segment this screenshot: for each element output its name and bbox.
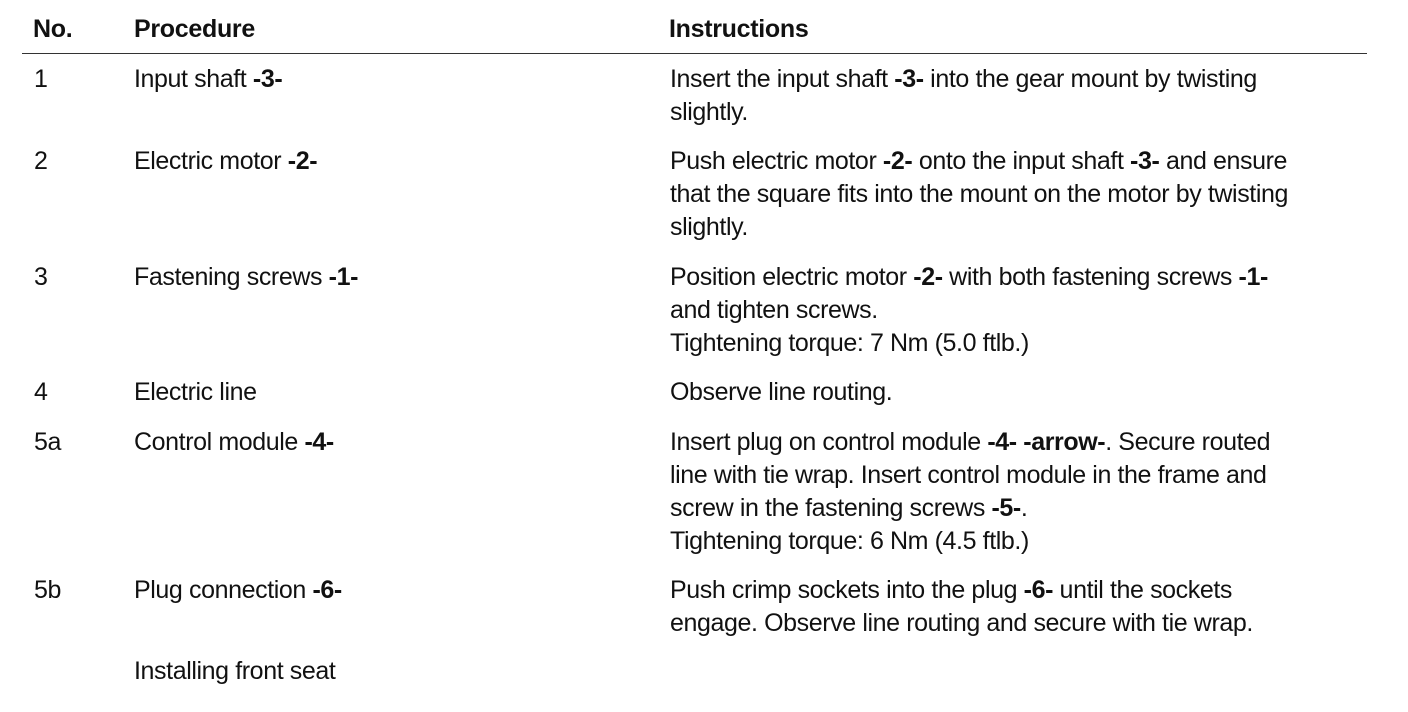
instruction-text: and ensure (1159, 147, 1288, 175)
instruction-text: slightly. (670, 213, 748, 241)
instruction-text: line with tie wrap. Insert control module in the frame and (670, 461, 1267, 489)
instruction-text: Tightening torque: 6 Nm (4.5 ftlb.) (670, 527, 1029, 555)
header-procedure: Procedure (134, 15, 255, 43)
procedure-ref: -2- (287, 147, 318, 175)
instruction-text: until the sockets (1053, 576, 1233, 604)
row-2-instructions (670, 145, 1288, 244)
row-5a-no: 5a (34, 428, 62, 456)
row-4-procedure (134, 376, 257, 409)
instruction-text: Insert the input shaft (670, 65, 895, 93)
row-4-no: 4 (34, 378, 48, 406)
instruction-line (670, 376, 892, 409)
instruction-line (670, 459, 1270, 492)
instruction-text: slightly. (670, 98, 748, 126)
instruction-line (670, 574, 1253, 607)
instruction-text: Push crimp sockets into the plug (670, 576, 1024, 604)
instruction-text: Position electric motor (670, 263, 914, 291)
header-instructions: Instructions (669, 15, 809, 43)
instruction-ref: -5- (991, 494, 1021, 522)
instruction-ref: -2- (882, 147, 913, 175)
row-4-instructions (670, 376, 892, 409)
procedure-ref: -6- (312, 576, 342, 604)
row-5a-instructions (670, 426, 1270, 558)
header-no: No. (33, 15, 73, 43)
instruction-line (670, 261, 1268, 294)
instruction-line (670, 178, 1288, 211)
footer-procedure: Installing front seat (134, 657, 336, 685)
instruction-line (670, 294, 1268, 327)
instruction-text: onto the input shaft (912, 147, 1131, 175)
instruction-line (670, 607, 1253, 640)
instruction-ref: -2- (913, 263, 943, 291)
row-5b-instructions (670, 574, 1253, 640)
instruction-line (670, 145, 1288, 178)
instruction-ref: -3- (894, 65, 924, 93)
procedure-ref: -1- (328, 263, 359, 291)
instruction-line (670, 426, 1270, 459)
row-5a-procedure (134, 426, 334, 459)
row-1-instructions (670, 63, 1257, 129)
instruction-text: engage. Observe line routing and secure with tie wrap. (670, 609, 1253, 637)
instruction-ref: -4- (987, 428, 1017, 456)
instruction-line (670, 63, 1257, 96)
row-3-instructions (670, 261, 1268, 360)
instruction-text: screw in the fastening screws (670, 494, 992, 522)
procedure-text: Control module (134, 428, 305, 456)
instruction-ref: -1- (1238, 263, 1268, 291)
row-1-no: 1 (34, 65, 48, 93)
procedure-ref: -3- (252, 65, 283, 93)
procedure-ref: -4- (304, 428, 334, 456)
row-3-procedure (134, 261, 358, 294)
row-3-no: 3 (34, 263, 48, 291)
instruction-line (670, 492, 1270, 525)
instruction-text: Push electric motor (670, 147, 883, 175)
header-divider (22, 53, 1367, 54)
instruction-ref: -6- (1023, 576, 1054, 604)
row-5b-no: 5b (34, 576, 62, 604)
instruction-line (670, 211, 1288, 244)
procedure-text: Electric motor (134, 147, 288, 175)
procedure-text: Electric line (134, 378, 257, 406)
instruction-text: . Secure routed (1105, 428, 1271, 456)
instruction-text: with both fastening screws (942, 263, 1239, 291)
row-5b-procedure (134, 574, 342, 607)
instruction-text: Tightening torque: 7 Nm (5.0 ftlb.) (670, 329, 1029, 357)
instruction-line (670, 327, 1268, 360)
instruction-text: that the square fits into the mount on the motor by twisting (670, 180, 1289, 208)
instruction-ref: -3- (1130, 147, 1160, 175)
instruction-text: Insert plug on control module (670, 428, 988, 456)
instruction-text: Observe line routing. (670, 378, 893, 406)
row-1-procedure (134, 63, 282, 96)
procedure-text: Plug connection (134, 576, 313, 604)
instruction-text: . (1020, 494, 1028, 522)
instruction-line (670, 525, 1270, 558)
row-2-no: 2 (34, 147, 48, 175)
instruction-ref: -arrow- (1023, 428, 1106, 456)
procedure-text: Fastening screws (134, 263, 329, 291)
procedure-text: Input shaft (134, 65, 253, 93)
instruction-text: and tighten screws. (670, 296, 878, 324)
row-2-procedure (134, 145, 317, 178)
instruction-text: into the gear mount by twisting (923, 65, 1257, 93)
instruction-line (670, 96, 1257, 129)
